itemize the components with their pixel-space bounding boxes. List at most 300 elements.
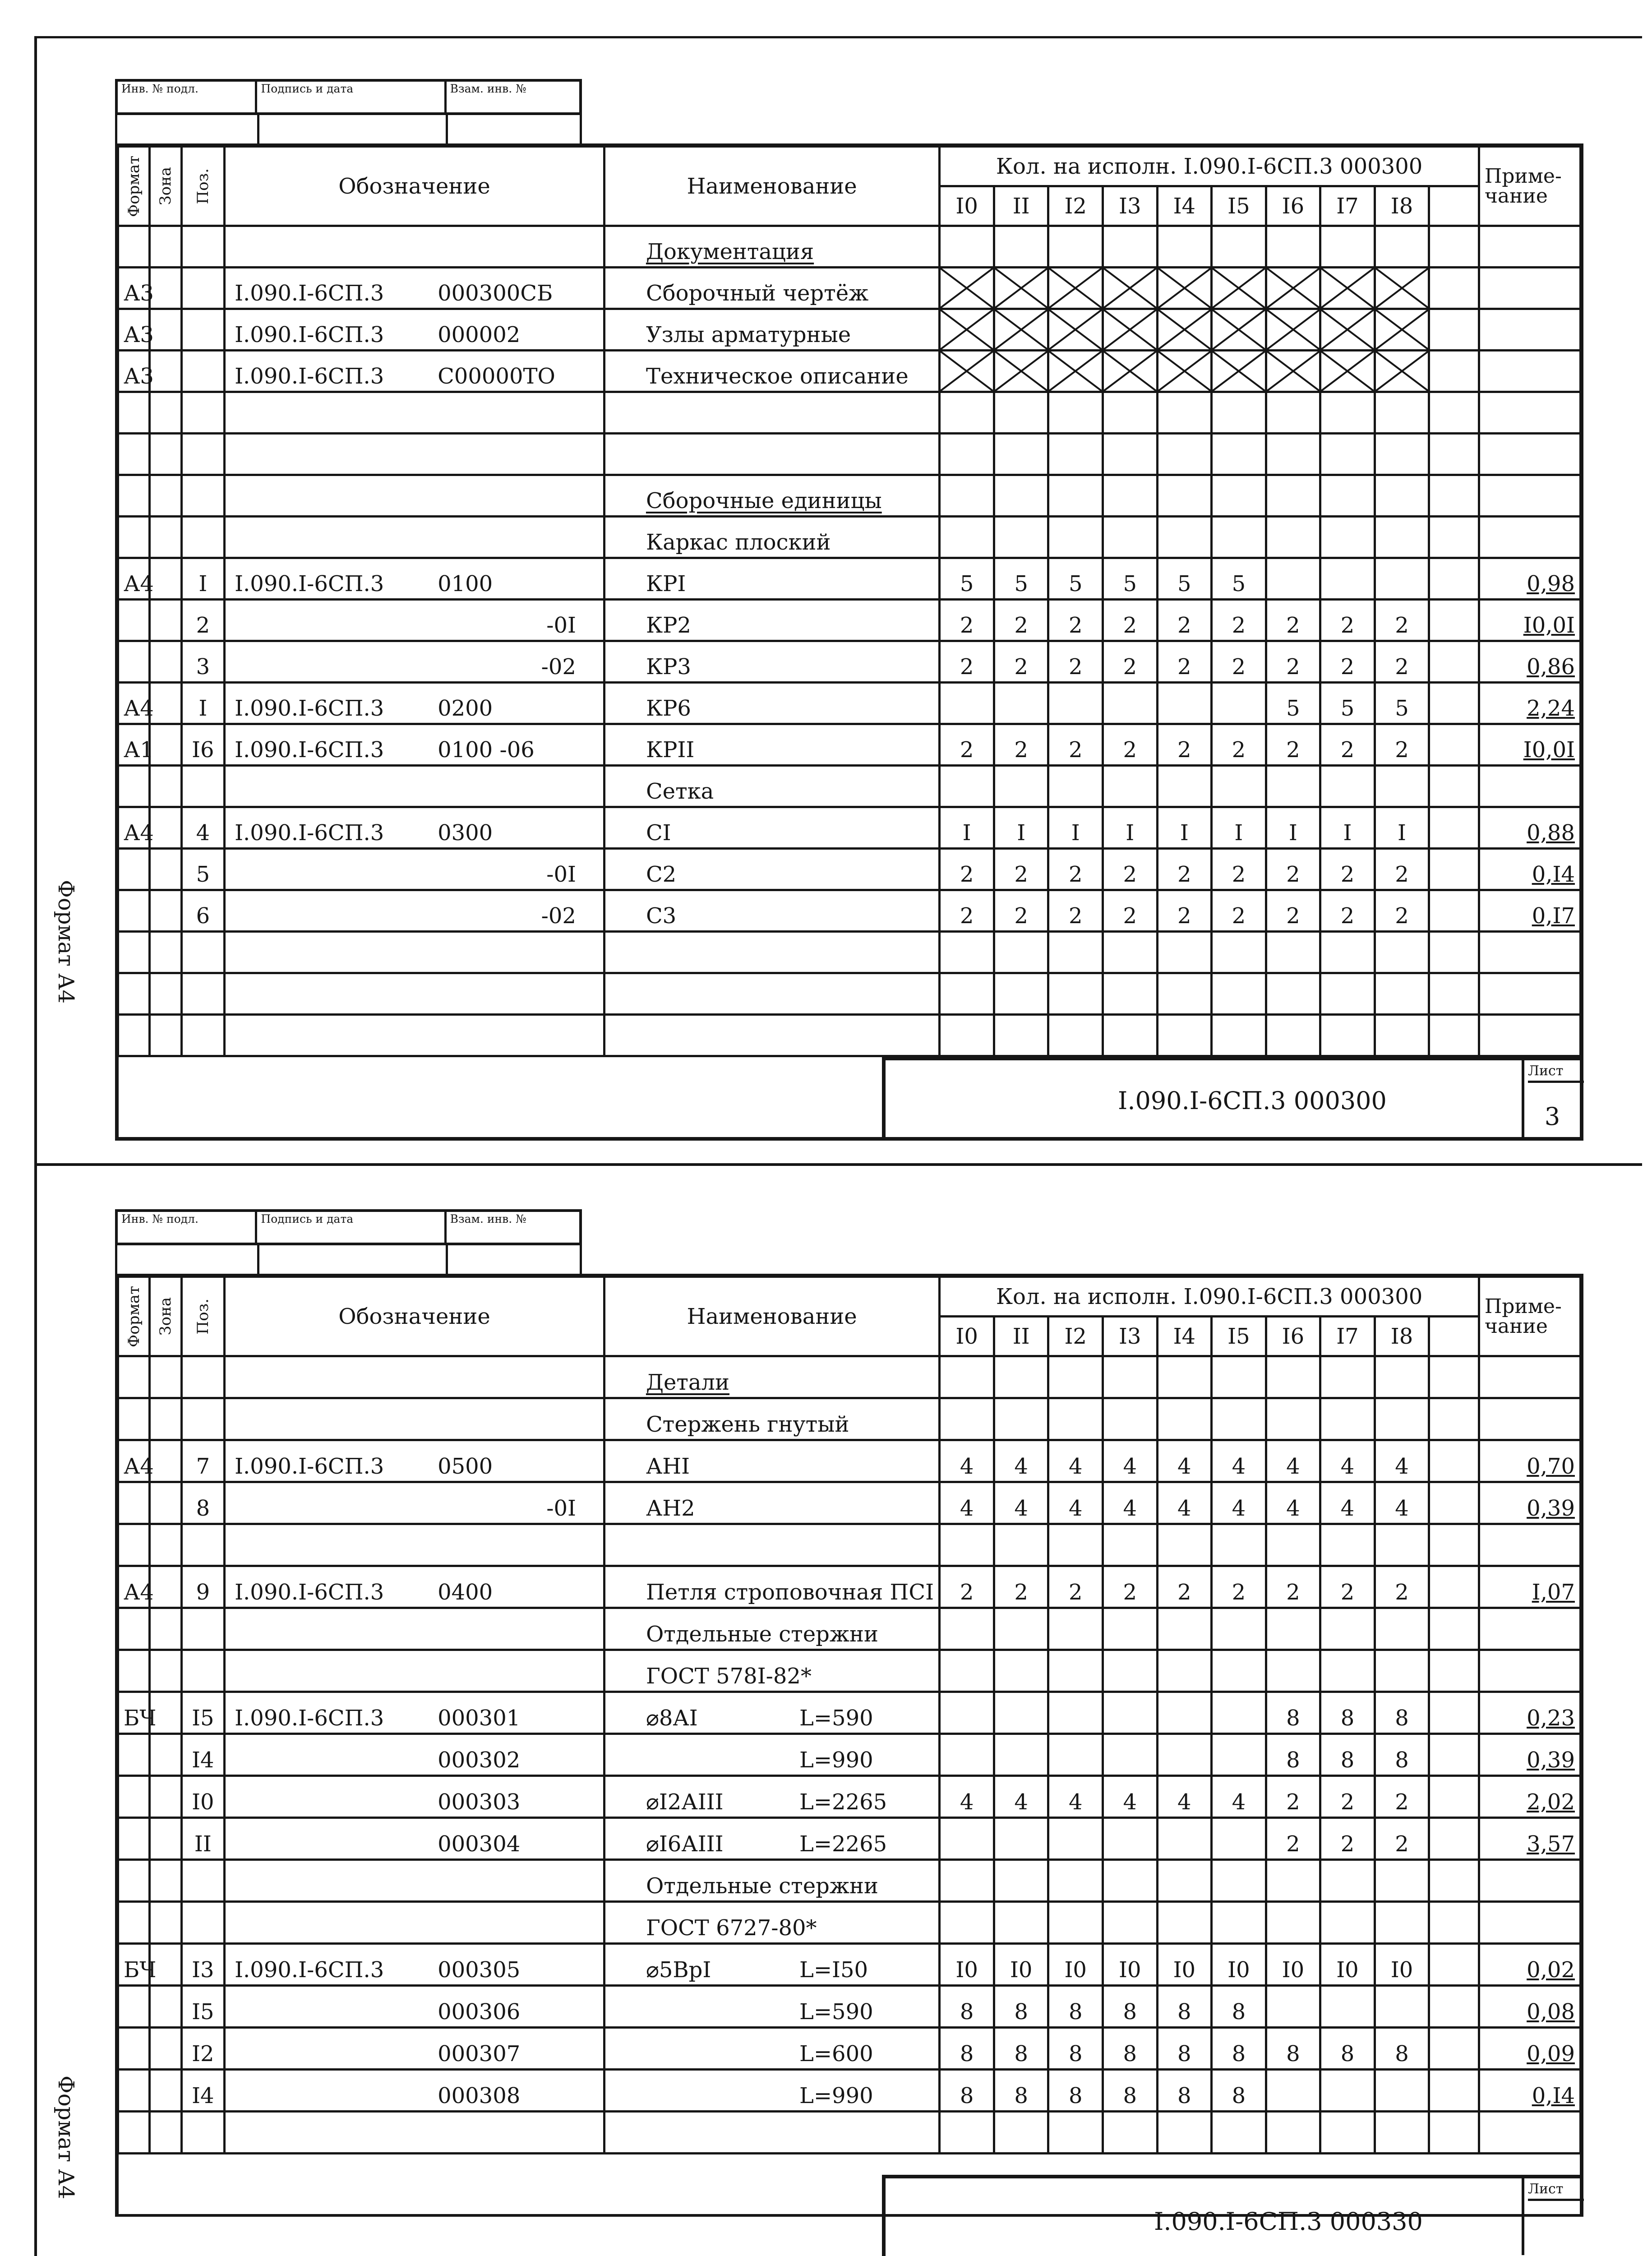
item-length: L=990 — [799, 2083, 873, 2108]
cell-format — [118, 475, 150, 517]
qty-crossed-cell — [1048, 351, 1103, 392]
item-name: ⌀I6АIII — [646, 1831, 724, 1857]
qty-crossed-cell — [1266, 351, 1320, 392]
cell-format — [118, 1734, 150, 1776]
cross-mark — [941, 310, 993, 349]
qty-cell: 2 — [1266, 724, 1320, 766]
qty-cell: 2 — [1320, 600, 1375, 641]
cell-designation — [225, 392, 605, 434]
cross-mark — [1104, 268, 1156, 308]
variant-header: I0 — [940, 1317, 994, 1356]
item-name: Стержень гнутый — [646, 1412, 849, 1437]
qty-cell-empty — [1429, 973, 1479, 1015]
cell-pos: I — [181, 558, 224, 600]
qty-cell — [1212, 1015, 1266, 1056]
qty-cell: I — [994, 807, 1048, 849]
col-pos-header — [181, 147, 224, 226]
table-row — [118, 1608, 1581, 1650]
qty-cell: 8 — [1048, 2070, 1103, 2112]
qty-cell: 8 — [1103, 2070, 1158, 2112]
table-row — [118, 1944, 1581, 1986]
cell-zone — [150, 849, 181, 890]
cell-pos: 5 — [181, 849, 224, 890]
qty-cell-empty — [1429, 1356, 1479, 1398]
designation-code: I.090.I-6СП.3 — [235, 281, 384, 306]
qty-cell — [1375, 1608, 1429, 1650]
qty-cell-empty — [1429, 475, 1479, 517]
designation-number: 0400 — [438, 1580, 493, 1605]
qty-cell: I — [1375, 807, 1429, 849]
qty-cell: 8 — [1048, 1986, 1103, 2028]
qty-cell — [1048, 766, 1103, 807]
cell-note — [1479, 1398, 1580, 1440]
qty-cell — [994, 683, 1048, 724]
cell-designation — [225, 807, 605, 849]
designation-number: 000306 — [438, 1999, 521, 2025]
item-name: Узлы арматурные — [646, 322, 851, 347]
cell-format — [118, 434, 150, 475]
cell-format: А4 — [118, 1440, 150, 1482]
qty-cell — [1048, 392, 1103, 434]
qty-cell: 8 — [1266, 1692, 1320, 1734]
cell-note: 0,39 — [1479, 1482, 1580, 1524]
approval-stamp-2-row-2 — [115, 1245, 582, 1276]
qty-cell-empty — [1429, 1986, 1479, 2028]
qty-cell: I — [1320, 807, 1375, 849]
qty-cell — [1103, 1902, 1158, 1944]
variant-header: II — [994, 186, 1048, 226]
table-row — [118, 351, 1581, 392]
cell-note: 0,23 — [1479, 1692, 1580, 1734]
qty-cell — [1048, 1902, 1103, 1944]
cell-designation — [225, 558, 605, 600]
designation-code: I.090.I-6СП.3 — [235, 820, 384, 846]
cell-note: 3,57 — [1479, 1818, 1580, 1860]
cross-mark — [1267, 351, 1320, 391]
cell-zone — [150, 1986, 181, 2028]
cell-pos: I5 — [181, 1986, 224, 2028]
page-edge-line — [36, 36, 1642, 38]
qty-cell — [1375, 517, 1429, 558]
cell-pos: 8 — [181, 1482, 224, 1524]
designation-number: 000305 — [438, 1957, 521, 1983]
cell-designation — [225, 1986, 605, 2028]
variant-header: I6 — [1266, 1317, 1320, 1356]
item-name: Отдельные стержни — [646, 1622, 878, 1647]
qty-cell: 5 — [1048, 558, 1103, 600]
cross-mark — [941, 351, 993, 391]
col-format-header — [118, 1277, 150, 1356]
qty-cell: 4 — [1375, 1440, 1429, 1482]
qty-cell — [1157, 1692, 1212, 1734]
item-name: С3 — [646, 903, 677, 929]
qty-cell: 8 — [940, 1986, 994, 2028]
cell-format — [118, 1356, 150, 1398]
qty-cell — [994, 1818, 1048, 1860]
cell-designation — [225, 1860, 605, 1902]
qty-cell — [1320, 392, 1375, 434]
cell-format — [118, 1398, 150, 1440]
qty-cell: I — [1103, 807, 1158, 849]
cell-zone — [150, 517, 181, 558]
qty-cell — [1375, 226, 1429, 268]
cross-mark — [1158, 268, 1211, 308]
qty-cell — [940, 1734, 994, 1776]
cell-pos: I2 — [181, 2028, 224, 2070]
cell-name — [604, 309, 939, 351]
qty-cell: 4 — [1320, 1482, 1375, 1524]
table-row — [118, 1566, 1581, 1608]
qty-cell — [1212, 1524, 1266, 1566]
qty-cell: 2 — [1212, 849, 1266, 890]
cell-format: А3 — [118, 309, 150, 351]
qty-cell: I — [940, 807, 994, 849]
qty-cell: 8 — [994, 2028, 1048, 2070]
qty-cell — [1048, 1356, 1103, 1398]
qty-cell: I — [1157, 807, 1212, 849]
document-code: I.090.I-6СП.3 000300 — [1118, 1086, 1387, 1115]
qty-cell — [994, 1902, 1048, 1944]
qty-cell — [1157, 766, 1212, 807]
cell-name — [604, 973, 939, 1015]
qty-cell — [1048, 2112, 1103, 2154]
table-row — [118, 268, 1581, 309]
qty-cell: 2 — [1212, 641, 1266, 683]
qty-group-header: Кол. на исполн. I.090.I-6СП.3 000300 — [940, 147, 1479, 186]
qty-cell — [1048, 1524, 1103, 1566]
qty-cell — [940, 1608, 994, 1650]
qty-cell — [1266, 517, 1320, 558]
variant-header-empty — [1429, 186, 1479, 226]
qty-cell-empty — [1429, 1015, 1479, 1056]
designation-number: 0500 — [438, 1454, 493, 1479]
qty-cell-empty — [1429, 392, 1479, 434]
cell-note: 2,02 — [1479, 1776, 1580, 1818]
qty-cell: 2 — [1266, 1818, 1320, 1860]
designation-code: I.090.I-6СП.3 — [235, 1454, 384, 1479]
qty-cell — [1157, 932, 1212, 973]
qty-cell-empty — [1429, 1650, 1479, 1692]
cell-name — [604, 226, 939, 268]
cell-note — [1479, 973, 1580, 1015]
cell-zone — [150, 1818, 181, 1860]
qty-cell — [1103, 766, 1158, 807]
qty-cell — [1266, 1015, 1320, 1056]
stamp-replaced-inv: Взам. инв. № — [450, 82, 526, 95]
cell-format — [118, 641, 150, 683]
qty-cell — [1375, 1015, 1429, 1056]
table-row — [118, 1986, 1581, 2028]
stamp-inv-no: Инв. № подл. — [118, 82, 257, 113]
item-length: L=I50 — [799, 1957, 868, 1983]
approval-stamp-2 — [115, 1209, 582, 1245]
cell-zone — [150, 890, 181, 932]
qty-cell — [1320, 1398, 1375, 1440]
cell-zone — [150, 2028, 181, 2070]
col-zone-label: Зона — [156, 167, 175, 205]
qty-cell — [994, 1650, 1048, 1692]
qty-cell — [1266, 1524, 1320, 1566]
qty-cell: 2 — [1048, 1566, 1103, 1608]
item-name: ⌀5ВрI — [646, 1957, 711, 1983]
cell-zone — [150, 1482, 181, 1524]
cell-name — [604, 434, 939, 475]
qty-cell — [940, 434, 994, 475]
cell-pos — [181, 973, 224, 1015]
qty-cell-empty — [1429, 517, 1479, 558]
col-name-header: Наименование — [604, 147, 939, 226]
cell-format — [118, 517, 150, 558]
variant-header: I0 — [940, 186, 994, 226]
cell-zone — [150, 766, 181, 807]
cell-format — [118, 2112, 150, 2154]
cell-note: 2,24 — [1479, 683, 1580, 724]
qty-cell — [1103, 1356, 1158, 1398]
cell-format — [118, 1818, 150, 1860]
qty-cell — [1212, 932, 1266, 973]
cell-pos: 6 — [181, 890, 224, 932]
qty-cell-empty — [1429, 1734, 1479, 1776]
qty-cell — [1157, 1818, 1212, 1860]
table-row — [118, 2070, 1581, 2112]
qty-cell — [1103, 517, 1158, 558]
cell-name — [604, 351, 939, 392]
qty-crossed-cell — [994, 351, 1048, 392]
qty-cell — [1320, 1860, 1375, 1902]
qty-cell: 2 — [1157, 724, 1212, 766]
qty-cell — [994, 973, 1048, 1015]
cell-name — [604, 1986, 939, 2028]
header-row — [118, 1277, 1581, 1317]
qty-cell — [1157, 1734, 1212, 1776]
qty-cell — [1320, 517, 1375, 558]
qty-cell: 2 — [994, 890, 1048, 932]
cell-pos: 3 — [181, 641, 224, 683]
qty-cell — [1157, 226, 1212, 268]
qty-cell: 8 — [1266, 1734, 1320, 1776]
table-row — [118, 1015, 1581, 1056]
qty-cell — [1375, 2112, 1429, 2154]
qty-cell: 4 — [994, 1440, 1048, 1482]
cell-note — [1479, 1608, 1580, 1650]
qty-cell: 8 — [1157, 2028, 1212, 2070]
cell-note — [1479, 1902, 1580, 1944]
table-row — [118, 309, 1581, 351]
qty-cell-empty — [1429, 351, 1479, 392]
cell-designation — [225, 1734, 605, 1776]
qty-cell: I0 — [940, 1944, 994, 1986]
qty-cell — [1157, 1015, 1212, 1056]
table-row — [118, 1692, 1581, 1734]
qty-cell — [1266, 1608, 1320, 1650]
item-name: С2 — [646, 862, 677, 887]
table-row — [118, 807, 1581, 849]
cell-designation — [225, 1566, 605, 1608]
cell-note — [1479, 309, 1580, 351]
sheet-label-2: Лист — [1528, 2181, 1584, 2201]
qty-cell: 4 — [940, 1776, 994, 1818]
qty-cell — [1212, 1860, 1266, 1902]
qty-cell — [940, 392, 994, 434]
cell-pos: 7 — [181, 1440, 224, 1482]
qty-cell: 2 — [994, 849, 1048, 890]
col-note-header: Приме- чание — [1479, 147, 1580, 226]
item-name: АН2 — [646, 1496, 695, 1521]
qty-cell: 4 — [1048, 1482, 1103, 1524]
variant-header: I4 — [1157, 1317, 1212, 1356]
qty-crossed-cell — [1375, 268, 1429, 309]
qty-cell-empty — [1429, 1776, 1479, 1818]
item-name: КРII — [646, 737, 695, 763]
cell-pos — [181, 1608, 224, 1650]
designation-suffix: -02 — [541, 903, 576, 929]
col-pos-label: Поз. — [194, 1298, 212, 1335]
cross-mark — [1376, 310, 1428, 349]
stamp-inv-no: Инв. № подл. — [118, 1212, 257, 1244]
qty-cell: 2 — [1320, 1776, 1375, 1818]
qty-cell — [1103, 932, 1158, 973]
qty-cell-empty — [1429, 766, 1479, 807]
qty-crossed-cell — [1157, 309, 1212, 351]
table-row — [118, 973, 1581, 1015]
cell-name — [604, 1356, 939, 1398]
qty-cell — [1212, 392, 1266, 434]
qty-cell — [1266, 2070, 1320, 2112]
sheet-number-box — [1522, 1060, 1580, 1137]
qty-cell-empty — [1429, 807, 1479, 849]
cell-zone — [150, 392, 181, 434]
qty-cell-empty — [1429, 1692, 1479, 1734]
qty-cell — [1212, 226, 1266, 268]
cell-pos — [181, 475, 224, 517]
qty-cell — [1320, 973, 1375, 1015]
qty-cell — [1212, 1356, 1266, 1398]
designation-number: 000002 — [438, 322, 521, 347]
qty-cell: I — [1212, 807, 1266, 849]
qty-cell: 2 — [940, 1566, 994, 1608]
qty-cell: 2 — [1157, 600, 1212, 641]
qty-cell — [1157, 517, 1212, 558]
qty-cell: 8 — [1103, 1986, 1158, 2028]
qty-cell — [1212, 434, 1266, 475]
qty-cell — [1157, 1650, 1212, 1692]
cell-note — [1479, 268, 1580, 309]
qty-cell: 4 — [1157, 1482, 1212, 1524]
item-length: L=600 — [799, 2041, 873, 2066]
cell-zone — [150, 1015, 181, 1056]
qty-cell — [1157, 434, 1212, 475]
qty-cell — [1048, 434, 1103, 475]
qty-cell — [1048, 517, 1103, 558]
cell-designation — [225, 309, 605, 351]
cell-note — [1479, 1015, 1580, 1056]
qty-cell: 4 — [1320, 1440, 1375, 1482]
qty-cell — [1266, 1860, 1320, 1902]
qty-cell: 2 — [1266, 849, 1320, 890]
cell-zone — [150, 268, 181, 309]
cross-mark — [1213, 351, 1265, 391]
qty-cell — [994, 1692, 1048, 1734]
cell-note: 0,I4 — [1479, 2070, 1580, 2112]
sheet-2 — [0, 1164, 1652, 2256]
table-row — [118, 475, 1581, 517]
designation-code: I.090.I-6СП.3 — [235, 571, 384, 596]
table-row — [118, 1482, 1581, 1524]
cell-zone — [150, 683, 181, 724]
cell-format: А3 — [118, 351, 150, 392]
item-name: ⌀I2АIII — [646, 1789, 724, 1815]
approval-stamp-row-2 — [115, 115, 582, 146]
qty-cell — [940, 2112, 994, 2154]
cell-name — [604, 1482, 939, 1524]
qty-cell: I0 — [1266, 1944, 1320, 1986]
item-length: L=590 — [799, 1706, 873, 1731]
item-length: L=990 — [799, 1747, 873, 1773]
qty-cell — [1048, 475, 1103, 517]
qty-cell — [1266, 475, 1320, 517]
cell-format — [118, 1986, 150, 2028]
qty-cell: 2 — [1103, 600, 1158, 641]
qty-cell: 8 — [1320, 1734, 1375, 1776]
cell-name — [604, 600, 939, 641]
qty-cell — [1048, 226, 1103, 268]
qty-cell: 4 — [1103, 1482, 1158, 1524]
qty-crossed-cell — [1103, 268, 1158, 309]
qty-cell-empty — [1429, 1440, 1479, 1482]
qty-cell — [1157, 2112, 1212, 2154]
cell-format: А4 — [118, 558, 150, 600]
qty-cell — [1048, 1608, 1103, 1650]
cell-zone — [150, 226, 181, 268]
qty-cell — [1320, 766, 1375, 807]
qty-cell: 2 — [940, 849, 994, 890]
cell-note: 0,I4 — [1479, 849, 1580, 890]
cell-designation — [225, 226, 605, 268]
qty-cell — [1103, 1650, 1158, 1692]
cell-pos — [181, 351, 224, 392]
sheet-label: Лист — [1528, 1063, 1584, 1083]
cell-format — [118, 1860, 150, 1902]
cell-pos — [181, 268, 224, 309]
qty-cell — [1375, 1524, 1429, 1566]
col-pos-label: Поз. — [194, 168, 212, 204]
cell-note: I0,0I — [1479, 600, 1580, 641]
qty-cell-empty — [1429, 2112, 1479, 2154]
cell-note — [1479, 351, 1580, 392]
qty-cell — [940, 475, 994, 517]
designation-code: I.090.I-6СП.3 — [235, 322, 384, 347]
cell-designation — [225, 932, 605, 973]
qty-cell: 4 — [1157, 1776, 1212, 1818]
qty-cell: 2 — [1157, 641, 1212, 683]
qty-cell: 2 — [1266, 1776, 1320, 1818]
qty-crossed-cell — [1157, 268, 1212, 309]
title-block — [882, 1057, 1583, 1141]
qty-crossed-cell — [1048, 268, 1103, 309]
designation-number: 000301 — [438, 1706, 521, 1731]
cell-name — [604, 2028, 939, 2070]
cell-pos: I — [181, 683, 224, 724]
qty-cell-empty — [1429, 309, 1479, 351]
qty-cell: 4 — [1375, 1482, 1429, 1524]
qty-cell: 4 — [1266, 1482, 1320, 1524]
cell-format — [118, 1902, 150, 1944]
cell-name — [604, 1015, 939, 1056]
qty-cell — [1103, 475, 1158, 517]
cross-mark — [1267, 268, 1320, 308]
cell-designation — [225, 1944, 605, 1986]
cell-note — [1479, 434, 1580, 475]
